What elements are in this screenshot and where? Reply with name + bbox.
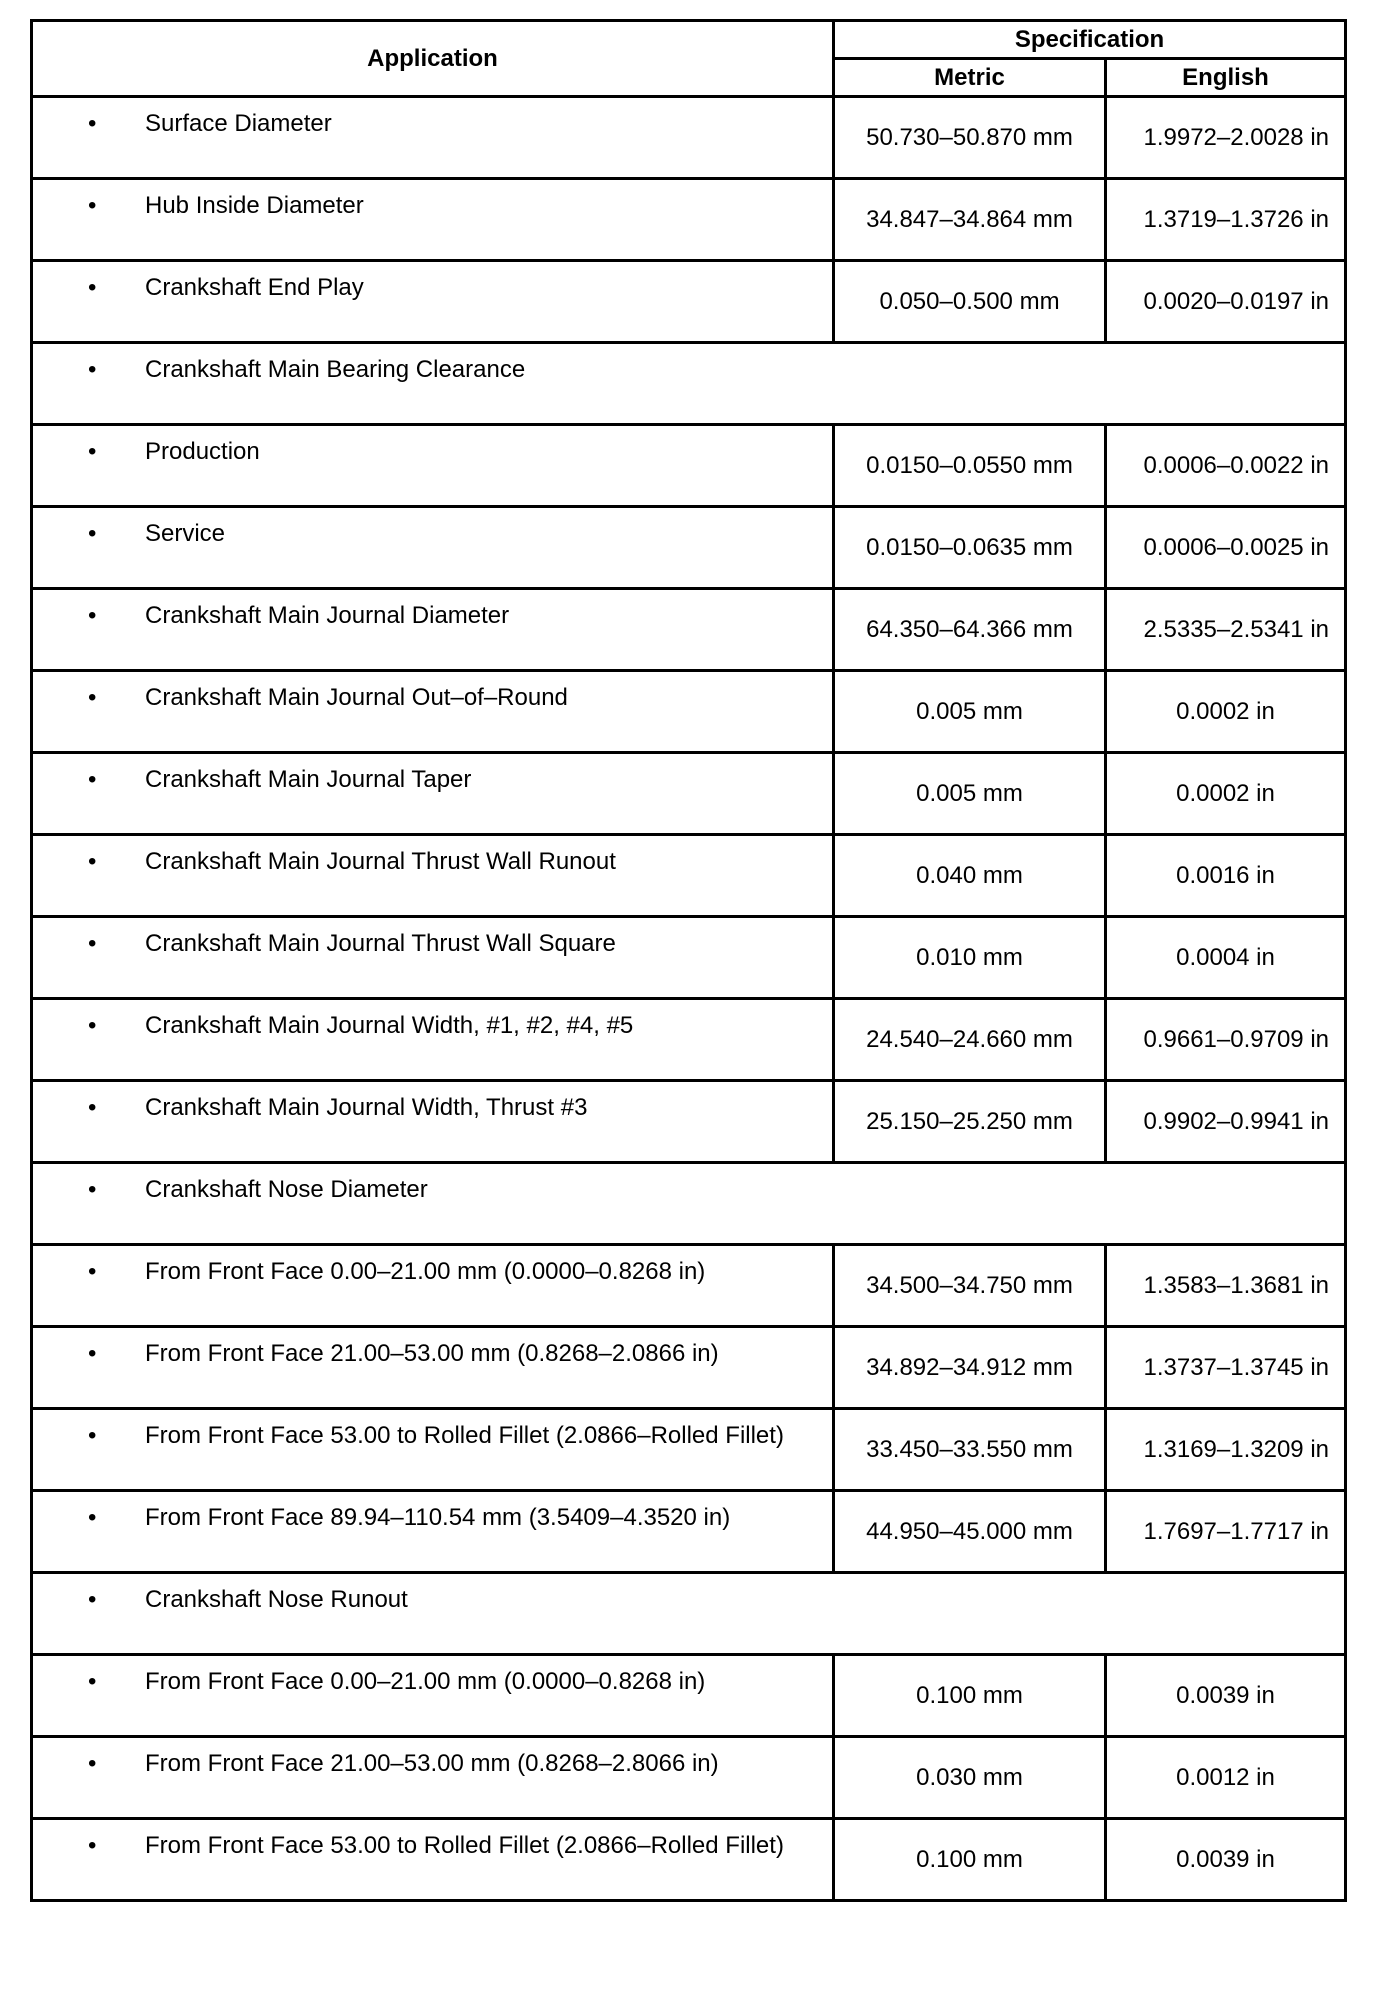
english-value: 1.3719–1.3726 in [1106,179,1346,261]
application-cell [32,1245,834,1327]
application-label: Crankshaft End Play [145,274,364,301]
table-row [32,1655,1346,1737]
bullet-icon: • [88,1258,97,1285]
table-row [32,343,1346,425]
table-row [32,1409,1346,1491]
application-cell [32,97,834,179]
application-label: Crankshaft Main Journal Out–of–Round [145,684,568,711]
application-label: Crankshaft Nose Runout [145,1586,408,1613]
application-cell [32,835,834,917]
application-header: Application [32,21,834,97]
application-label: Surface Diameter [145,110,332,137]
metric-value: 0.100 mm [834,1819,1106,1901]
english-value: 0.0012 in [1106,1737,1346,1819]
bullet-icon: • [88,930,97,957]
application-cell [32,261,834,343]
table-row [32,1819,1346,1901]
application-label: Production [145,438,260,465]
metric-header: Metric [834,59,1106,97]
metric-value: 50.730–50.870 mm [834,97,1106,179]
bullet-icon: • [88,1422,97,1449]
application-label: From Front Face 53.00 to Rolled Fillet (2.0866–Rolled Fillet) [145,1422,784,1449]
bullet-icon: • [88,602,97,629]
english-value: 1.3583–1.3681 in [1106,1245,1346,1327]
application-cell [32,999,834,1081]
table-row [32,999,1346,1081]
application-cell [32,1409,834,1491]
application-cell [32,917,834,999]
application-cell [32,753,834,835]
english-value: 0.9902–0.9941 in [1106,1081,1346,1163]
application-cell [32,343,1346,425]
application-cell [32,589,834,671]
english-value: 0.0002 in [1106,753,1346,835]
metric-value: 34.847–34.864 mm [834,179,1106,261]
table-row [32,671,1346,753]
table-row [32,97,1346,179]
metric-value: 0.010 mm [834,917,1106,999]
bullet-icon: • [88,1094,97,1121]
application-label: Crankshaft Main Journal Thrust Wall Square [145,930,616,957]
metric-value: 0.005 mm [834,671,1106,753]
application-cell [32,1573,1346,1655]
application-cell [32,1655,834,1737]
english-value: 0.0020–0.0197 in [1106,261,1346,343]
english-value: 1.9972–2.0028 in [1106,97,1346,179]
english-value: 1.3737–1.3745 in [1106,1327,1346,1409]
metric-value: 0.050–0.500 mm [834,261,1106,343]
english-value: 0.0039 in [1106,1819,1346,1901]
bullet-icon: • [88,110,97,137]
english-value: 1.7697–1.7717 in [1106,1491,1346,1573]
bullet-icon: • [88,1176,97,1203]
application-label: Crankshaft Main Bearing Clearance [145,356,526,383]
table-row [32,1163,1346,1245]
bullet-icon: • [88,1012,97,1039]
bullet-icon: • [88,192,97,219]
application-label: From Front Face 0.00–21.00 mm (0.0000–0.8268 in) [145,1668,706,1695]
application-label: Crankshaft Main Journal Width, Thrust #3 [145,1094,588,1121]
application-cell [32,179,834,261]
table-row [32,753,1346,835]
application-label: Crankshaft Main Journal Diameter [145,602,510,629]
bullet-icon: • [88,848,97,875]
english-value: 0.9661–0.9709 in [1106,999,1346,1081]
table-row [32,1491,1346,1573]
application-label: From Front Face 21.00–53.00 mm (0.8268–2.0866 in) [145,1340,719,1367]
metric-value: 0.030 mm [834,1737,1106,1819]
bullet-icon: • [88,274,97,301]
metric-value: 0.0150–0.0550 mm [834,425,1106,507]
table-row [32,1327,1346,1409]
bullet-icon: • [88,1340,97,1367]
english-value: 0.0039 in [1106,1655,1346,1737]
bullet-icon: • [88,356,97,383]
metric-value: 0.0150–0.0635 mm [834,507,1106,589]
application-label: Hub Inside Diameter [145,192,364,219]
metric-value: 44.950–45.000 mm [834,1491,1106,1573]
english-value: 0.0002 in [1106,671,1346,753]
application-label: From Front Face 89.94–110.54 mm (3.5409–4.3520 in) [145,1504,731,1531]
application-label: From Front Face 21.00–53.00 mm (0.8268–2.8066 in) [145,1750,719,1777]
bullet-icon: • [88,1504,97,1531]
metric-value: 24.540–24.660 mm [834,999,1106,1081]
metric-value: 33.450–33.550 mm [834,1409,1106,1491]
application-cell [32,507,834,589]
english-value: 1.3169–1.3209 in [1106,1409,1346,1491]
bullet-icon: • [88,520,97,547]
application-label: Service [145,520,226,547]
bullet-icon: • [88,1668,97,1695]
bullet-icon: • [88,1750,97,1777]
table-row [32,589,1346,671]
metric-value: 0.005 mm [834,753,1106,835]
table-row [32,1081,1346,1163]
application-label: Crankshaft Main Journal Thrust Wall Runout [145,848,616,875]
table-row [32,1245,1346,1327]
english-value: 2.5335–2.5341 in [1106,589,1346,671]
application-cell [32,1081,834,1163]
bullet-icon: • [88,684,97,711]
table-row [32,507,1346,589]
metric-value: 25.150–25.250 mm [834,1081,1106,1163]
application-label: Crankshaft Main Journal Taper [145,766,472,793]
metric-value: 34.892–34.912 mm [834,1327,1106,1409]
bullet-icon: • [88,438,97,465]
table-row [32,425,1346,507]
application-cell [32,1327,834,1409]
application-label: Crankshaft Nose Diameter [145,1176,428,1203]
bullet-icon: • [88,1586,97,1613]
application-cell [32,671,834,753]
english-value: 0.0016 in [1106,835,1346,917]
metric-value: 64.350–64.366 mm [834,589,1106,671]
table-row [32,261,1346,343]
application-label: From Front Face 0.00–21.00 mm (0.0000–0.8268 in) [145,1258,706,1285]
table-row [32,835,1346,917]
application-cell [32,1491,834,1573]
metric-value: 0.040 mm [834,835,1106,917]
english-value: 0.0006–0.0022 in [1106,425,1346,507]
specification-header: Specification [834,21,1346,59]
metric-value: 34.500–34.750 mm [834,1245,1106,1327]
specification-rows [32,97,1346,1901]
table-row [32,1737,1346,1819]
bullet-icon: • [88,1832,97,1859]
application-cell [32,1737,834,1819]
application-label: From Front Face 53.00 to Rolled Fillet (2.0866–Rolled Fillet) [145,1832,784,1859]
application-label: Crankshaft Main Journal Width, #1, #2, #4, #5 [145,1012,634,1039]
table-row [32,917,1346,999]
english-value: 0.0006–0.0025 in [1106,507,1346,589]
english-value: 0.0004 in [1106,917,1346,999]
table-row [32,1573,1346,1655]
application-cell [32,425,834,507]
metric-value: 0.100 mm [834,1655,1106,1737]
application-cell [32,1819,834,1901]
specification-table [30,19,1347,1902]
bullet-icon: • [88,766,97,793]
table-row [32,179,1346,261]
application-cell [32,1163,1346,1245]
english-header: English [1106,59,1346,97]
